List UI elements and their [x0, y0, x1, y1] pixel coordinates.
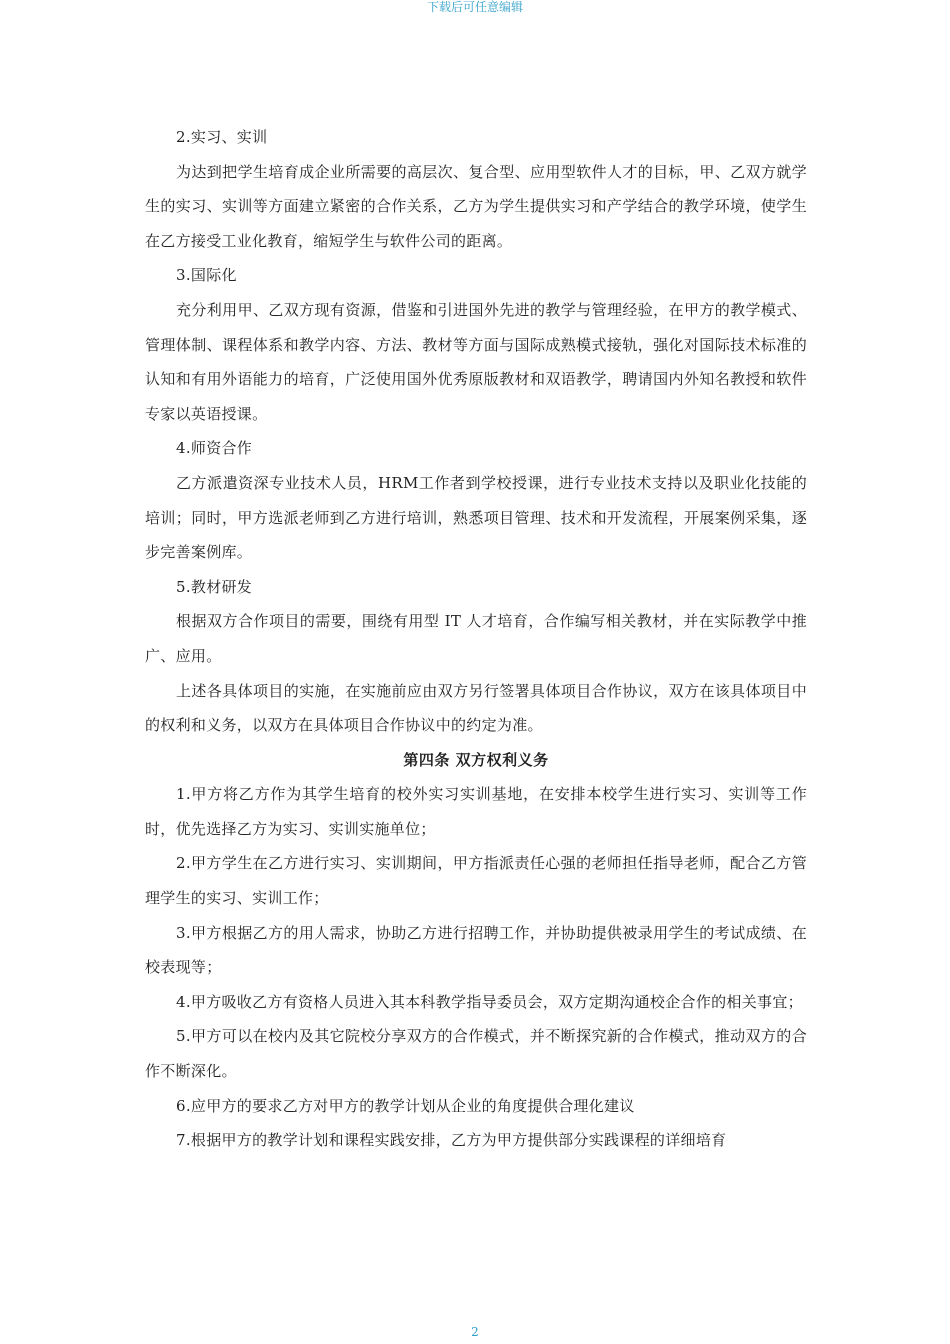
paragraph-internationalization: 充分利用甲、乙双方现有资源，借鉴和引进国外先进的教学与管理经验，在甲方的教学模式、管理体制、课程体系和教学内容、方法、教材等方面与国际成熟模式接轨，强化对国际技术标准的认知和有用外语能力的培育，广泛使用国外优秀原版教材和双语教学，聘请国内外知名教授和软件专家以英语授课。 [145, 300, 807, 423]
paragraph-internship: 为达到把学生培育成企业所需要的高层次、复合型、应用型软件人才的目标，甲、乙双方就学生的实习、实训等方面建立紧密的合作关系，乙方为学生提供实习和产学结合的教学环境，使学生在乙方接受工业化教育，缩短学生与软件公司的距离。 [145, 162, 807, 250]
article-four-title: 第四条 双方权利义务 [403, 750, 549, 769]
clause-2: 2.甲方学生在乙方进行实习、实训期间，甲方指派责任心强的老师担任指导老师，配合乙方管理学生的实习、实训工作； [145, 854, 807, 908]
clause-5: 5.甲方可以在校内及其它院校分享双方的合作模式，并不断探究新的合作模式，推动双方的合作不断深化。 [145, 1027, 807, 1081]
clause-4: 4.甲方吸收乙方有资格人员进入其本科教学指导委员会，双方定期沟通校企合作的相关事宜； [176, 992, 803, 1011]
paragraph-implementation: 上述各具体项目的实施，在实施前应由双方另行签署具体项目合作协议，双方在该具体项目中的权利和义务，以双方在具体项目合作协议中的约定为准。 [145, 681, 807, 735]
page-number: 2 [471, 1325, 479, 1339]
paragraph-textbook-development: 根据双方合作项目的需要，围绕有用型 IT 人才培育，合作编写相关教材，并在实际教学中推广、应用。 [145, 612, 807, 665]
clause-1: 1.甲方将乙方作为其学生培育的校外实习实训基地，在安排本校学生进行实习、实训等工作时，优先选择乙方为实习、实训实施单位； [145, 785, 807, 838]
clause-7: 7.根据甲方的教学计划和课程实践安排，乙方为甲方提供部分实践课程的详细培育 [176, 1131, 727, 1150]
section-heading-faculty-cooperation: 4.师资合作 [176, 439, 253, 458]
section-heading-textbook-development: 5.教材研发 [176, 577, 253, 596]
section-heading-internationalization: 3.国际化 [176, 266, 237, 285]
header-note: 下载后可任意编辑 [426, 0, 523, 14]
clause-3: 3.甲方根据乙方的用人需求，协助乙方进行招聘工作，并协助提供被录用学生的考试成绩、在校表现等； [145, 923, 807, 977]
section-heading-internship: 2.实习、实训 [176, 128, 268, 146]
clause-6: 6.应甲方的要求乙方对甲方的教学计划从企业的角度提供合理化建议 [176, 1096, 635, 1115]
paragraph-faculty-cooperation: 乙方派遣资深专业技术人员，HRM工作者到学校授课，进行专业技术支持以及职业化技能的培训；同时，甲方选派老师到乙方进行培训，熟悉项目管理、技术和开发流程，开展案例采集，逐步完善案例库。 [145, 473, 807, 562]
document-body [145, 120, 807, 1158]
